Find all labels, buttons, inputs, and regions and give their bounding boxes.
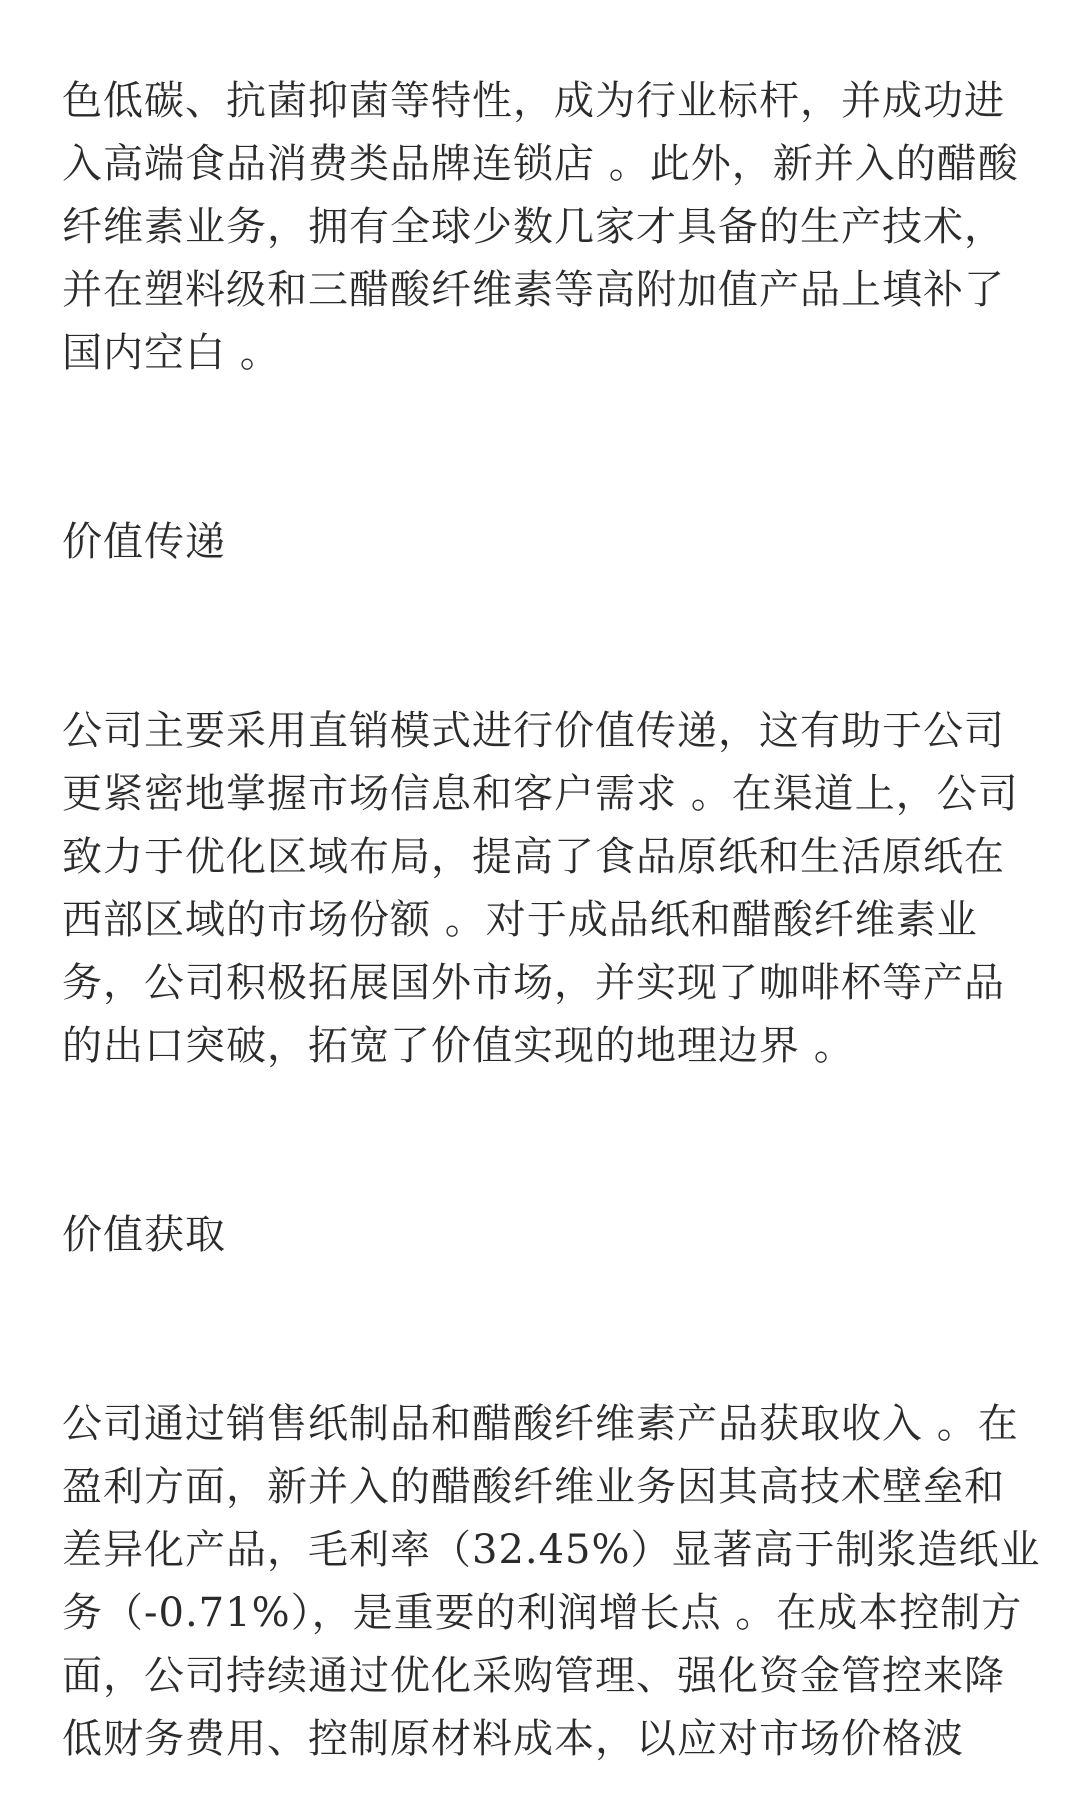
paragraph-spacer xyxy=(62,1267,1022,1393)
paragraph-spacer xyxy=(62,574,1022,700)
paragraph-product-features xyxy=(62,70,1022,385)
text-line: 的出口突破，拓宽了价值实现的地理边界 。 xyxy=(62,1023,855,1069)
paragraph-value-delivery xyxy=(62,700,1022,1078)
text-line: 低财务费用、控制原材料成本，以应对市场价格波 xyxy=(62,1716,964,1762)
section-heading-value-capture: 价值获取 xyxy=(62,1212,226,1258)
text-line: 公司通过销售纸制品和醋酸纤维素产品获取收入 。在 xyxy=(62,1401,1019,1447)
text-line: 差异化产品，毛利率（32.45%）显著高于制浆造纸业 xyxy=(62,1527,1041,1573)
text-line: 国内空白 。 xyxy=(62,330,281,376)
text-line: 并在塑料级和三醋酸纤维素等高附加值产品上填补了 xyxy=(62,267,1005,313)
text-line: 更紧密地掌握市场信息和客户需求 。在渠道上，公司 xyxy=(62,771,1019,817)
paragraph-value-capture xyxy=(62,1393,1041,1771)
article-body xyxy=(62,70,1041,1771)
text-line: 西部区域的市场份额 。对于成品纸和醋酸纤维素业 xyxy=(62,897,978,943)
section-heading-value-delivery: 价值传递 xyxy=(62,519,226,565)
text-line: 纤维素业务，拥有全球少数几家才具备的生产技术， xyxy=(62,204,1005,250)
text-line: 盈利方面，新并入的醋酸纤维业务因其高技术壁垒和 xyxy=(62,1464,1005,1510)
paragraph-spacer xyxy=(62,385,1022,511)
text-line: 入高端食品消费类品牌连锁店 。此外，新并入的醋酸 xyxy=(62,141,1019,187)
text-line: 公司主要采用直销模式进行价值传递，这有助于公司 xyxy=(62,708,1005,754)
paragraph-spacer xyxy=(62,1078,1022,1204)
text-line: 面，公司持续通过优化采购管理、强化资金管控来降 xyxy=(62,1653,1005,1699)
text-line: 务，公司积极拓展国外市场，并实现了咖啡杯等产品 xyxy=(62,960,1005,1006)
text-line: 色低碳、抗菌抑菌等特性，成为行业标杆，并成功进 xyxy=(62,78,1005,124)
text-line: 务（-0.71%），是重要的利润增长点 。在成本控制方 xyxy=(62,1590,1023,1636)
text-line: 致力于优化区域布局，提高了食品原纸和生活原纸在 xyxy=(62,834,1005,880)
